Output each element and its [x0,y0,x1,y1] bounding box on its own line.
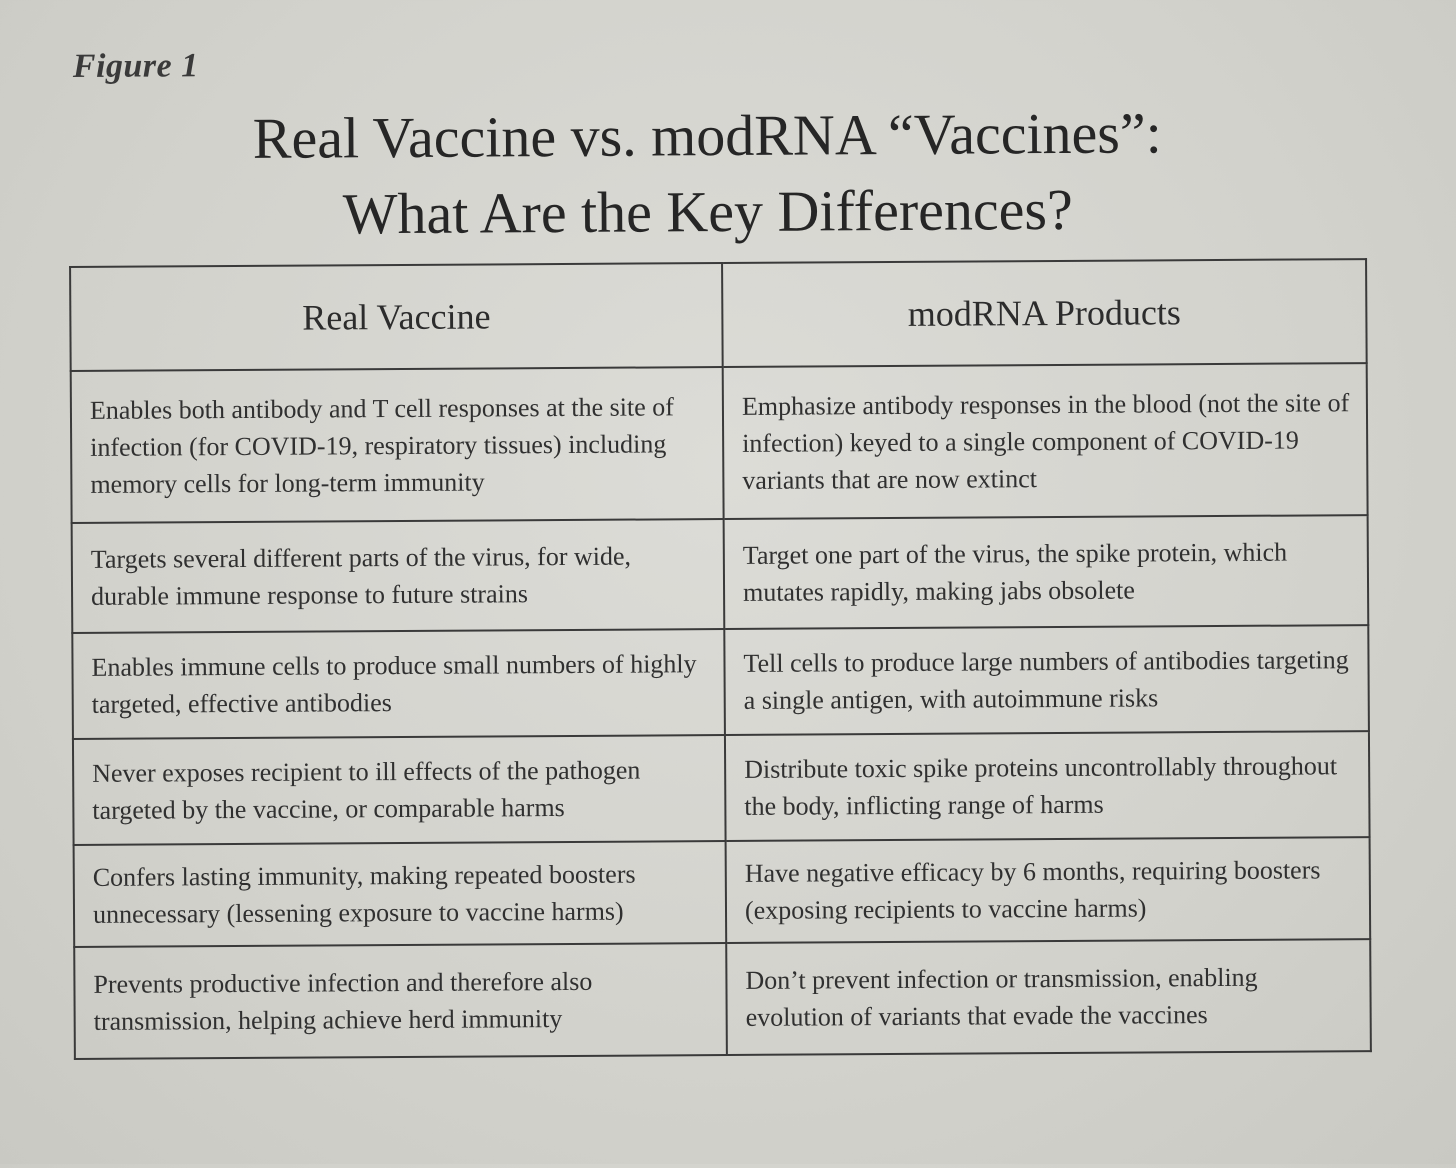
real-vaccine-cell: Prevents productive infection and therefore also transmission, helping achieve herd immunity [74,943,727,1059]
real-vaccine-cell: Enables immune cells to produce small numbers of highly targeted, effective antibodies [72,629,725,739]
table-row [73,731,1370,845]
real-vaccine-cell: Targets several different parts of the virus, for wide, durable immune response to future strains [72,519,725,633]
modrna-cell: Emphasize antibody responses in the blood (not the site of infection) keyed to a single component of COVID-19 variants that are now extinct [723,363,1368,519]
figure-label: Figure 1 [72,47,199,85]
title-line-2: What Are the Key Differences? [342,176,1073,247]
real-vaccine-cell: Confers lasting immunity, making repeated boosters unnecessary (lessening exposure to vaccine harms) [74,841,727,947]
comparison-table [69,258,1372,1060]
table-row [72,515,1369,633]
modrna-cell: Don’t prevent infection or transmission, enabling evolution of variants that evade the vaccines [726,939,1371,1055]
modrna-cell: Tell cells to produce large numbers of antibodies targeting a single antigen, with autoimmune risks [724,625,1369,735]
modrna-cell: Have negative efficacy by 6 months, requiring boosters (exposing recipients to vaccine harms) [726,837,1371,943]
header-modrna-products: modRNA Products [722,259,1367,367]
real-vaccine-cell: Enables both antibody and T cell responses at the site of infection (for COVID-19, respiratory tissues) including memory cells for long-term immunity [71,367,724,523]
table-row [74,837,1371,947]
modrna-cell: Target one part of the virus, the spike protein, which mutates rapidly, making jabs obsolete [724,515,1369,629]
table-row [72,625,1369,739]
real-vaccine-cell: Never exposes recipient to ill effects of the pathogen targeted by the vaccine, or comparable harms [73,735,726,845]
title-line-1: Real Vaccine vs. modRNA “Vaccines”: [252,100,1162,171]
header-real-vaccine: Real Vaccine [70,263,723,371]
table-header-row [70,259,1367,371]
figure-title [0,94,1418,255]
table-row [71,363,1368,523]
table-row [74,939,1371,1059]
modrna-cell: Distribute toxic spike proteins uncontrollably throughout the body, inflicting range of harms [725,731,1370,841]
